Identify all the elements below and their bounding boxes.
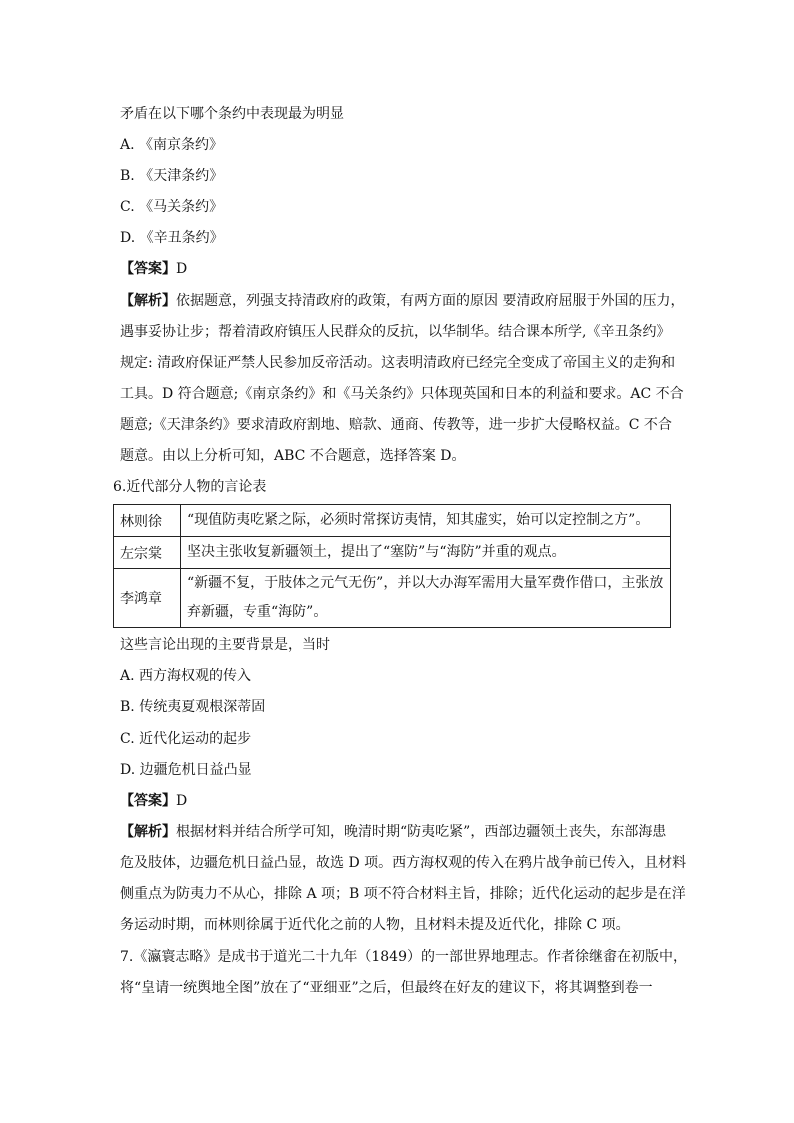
q6-option-a: A. 西方海权观的传入 — [120, 668, 252, 684]
q5-option-c: C. 《马关条约》 — [120, 199, 224, 215]
q5-answer — [120, 259, 680, 279]
person-name: 左宗棠 — [114, 537, 181, 569]
table-row — [114, 569, 671, 628]
table-row — [114, 505, 671, 537]
q5-analysis-line-6: 题意。由以上分析可知，ABC 不合题意，选择答案 D。 — [120, 448, 466, 464]
q6-analysis-line-3: 侧重点为防夷力不从心，排除 A 项；B 项不符合材料主旨，排除；近代化运动的起步是在洋 — [120, 886, 686, 902]
q6-analysis-line-4: 务运动时期，而林则徐属于近代化之前的人物，且材料未提及近代化，排除 C 项。 — [120, 917, 630, 933]
person-name: 李鸿章 — [114, 569, 181, 628]
q5-analysis-line-4: 工具。D 符合题意;《南京条约》和《马关条约》只体现英国和日本的利益和要求。AC 不合 — [120, 386, 684, 402]
q5-option-d: D. 《辛丑条约》 — [120, 230, 224, 246]
quotes-table — [113, 504, 671, 628]
q5-analysis-line-5: 题意;《天津条约》要求清政府割地、赔款、通商、传教等，进一步扩大侵略权益。C 不合 — [120, 417, 672, 433]
analysis-label: 【解析】 — [120, 824, 176, 840]
q6-analysis-line-2: 危及肢体，边疆危机日益凸显，故选 D 项。西方海权观的传入在鸦片战争前已传入，且材料 — [120, 855, 687, 871]
q6-option-d: D. 边疆危机日益凸显 — [120, 762, 252, 778]
q5-analysis-line-1: 【解析】依据题意，列强支持清政府的政策，有两方面的原因 要清政府屈服于外国的压力， — [120, 293, 685, 309]
q6-option-c: C. 近代化运动的起步 — [120, 731, 252, 747]
answer-label: 【答案】 — [120, 793, 176, 809]
quote-text: 坚决主张收复新疆领土，提出了“塞防”与“海防”并重的观点。 — [181, 537, 671, 569]
quote-text: “新疆不复，于肢体之元气无伤”，并以大办海军需用大量军费作借口，主张放 弃新疆，专重“海防”。 — [181, 569, 671, 628]
table-row — [114, 537, 671, 569]
q7-line-2: 将“皇请一统舆地全图”放在了“亚细亚”之后，但最终在好友的建议下，将其调整到卷一 — [120, 980, 653, 996]
answer-value: D — [176, 261, 188, 277]
q6-option-b: B. 传统夷夏观根深蒂固 — [120, 699, 266, 715]
q7-line-1: 7.《瀛寰志略》是成书于道光二十九年（1849）的一部世界地理志。作者徐继畬在初版中， — [120, 949, 687, 965]
q5-option-b: B. 《天津条约》 — [120, 168, 224, 184]
answer-label: 【答案】 — [120, 261, 176, 277]
q6-title: 6.近代部分人物的言论表 — [113, 479, 267, 495]
q5-option-a: A. 《南京条约》 — [120, 137, 224, 153]
q6-answer — [120, 791, 680, 811]
answer-value: D — [176, 793, 188, 809]
q6-analysis-line-1: 【解析】根据材料并结合所学可知，晚清时期“防夷吃紧”，西部边疆领土丧失，东部海患 — [120, 824, 667, 840]
q5-stem-tail: 矛盾在以下哪个条约中表现最为明显 — [120, 106, 344, 122]
analysis-label: 【解析】 — [120, 293, 176, 309]
q5-analysis-line-3: 规定: 清政府保证严禁人民参加反帝活动。这表明清政府已经完全变成了帝国主义的走狗和 — [120, 355, 676, 371]
person-name: 林则徐 — [114, 505, 181, 537]
q6-stem: 这些言论出现的主要背景是，当时 — [120, 637, 330, 653]
q5-analysis-line-2: 遇事妥协让步；帮着清政府镇压人民群众的反抗，以华制华。结合课本所学,《辛丑条约》 — [120, 324, 671, 340]
quote-text: “现值防夷吃紧之际，必须时常探访夷情，知其虚实，始可以定控制之方”。 — [181, 505, 671, 537]
